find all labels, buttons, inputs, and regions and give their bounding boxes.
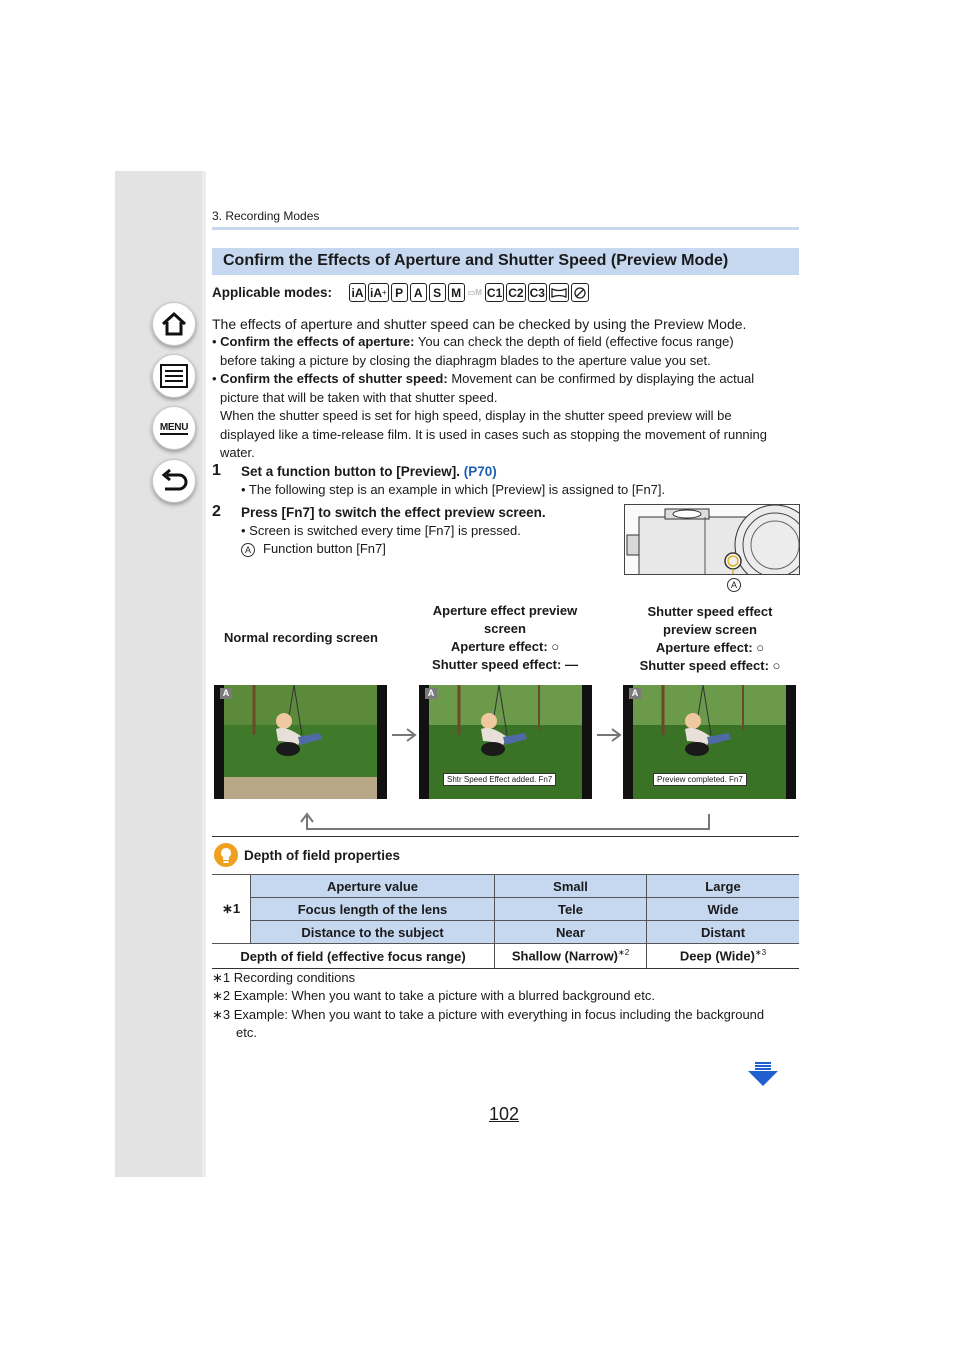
mode-c2-icon: C2 (506, 283, 525, 302)
next-page-arrow-icon[interactable] (747, 1061, 779, 1087)
depth-of-field-table (212, 874, 799, 969)
deep-label: Deep (Wide) (679, 948, 755, 964)
breadcrumb-rule (212, 227, 799, 230)
table-cell: Large (647, 875, 800, 898)
footnote-1: ∗1 Recording conditions (212, 970, 356, 985)
bullet-aperture-bold: Confirm the effects of aperture: (220, 334, 415, 349)
mode-ia-icon: iA (349, 283, 366, 302)
camera-callout-a: A (727, 578, 741, 592)
table-cell (495, 944, 647, 969)
bullet-aperture: • Confirm the effects of aperture: You can check the depth of field (effective focus range) before taking a picture by closing the diaphragm blades to the aperture value you set. (212, 333, 800, 370)
bullet-aperture-line2: before taking a picture by closing the diaphragm blades to the aperture value you set. (220, 352, 711, 368)
footnote-2: ∗2 Example: When you want to take a picture with a blurred background etc. (212, 988, 656, 1003)
back-icon (159, 467, 189, 495)
section-title-bar (212, 248, 799, 275)
caption-normal (212, 629, 390, 647)
mode-movie-icon: ▭M (467, 283, 483, 302)
mode-p-icon: P (391, 283, 408, 302)
caption-shutter-line1: Shutter speed effect (647, 604, 773, 619)
table-cell: Focus length of the lens (251, 898, 495, 921)
screen-aperture-preview (419, 685, 592, 799)
footnote-3-cont: etc. (236, 1025, 257, 1040)
bullet-shutter-line4: displayed like a time-release film. It is used in cases such as stopping the movement of running (220, 426, 767, 442)
footnote-ref-2: ∗2 (618, 948, 630, 958)
tip-title: Depth of field properties (244, 848, 401, 863)
caption-aperture-line2: screen (484, 621, 526, 636)
bullet-shutter-bold: Confirm the effects of shutter speed: (220, 371, 448, 386)
mode-panorama-icon (549, 283, 569, 302)
screen-message: Preview completed. Fn7 (653, 773, 747, 786)
footnote-3: ∗3 Example: When you want to take a picture with everything in focus including the background (212, 1007, 765, 1022)
shallow-label: Shallow (Narrow) (511, 948, 619, 964)
bullet-shutter: • Confirm the effects of shutter speed: Movement can be confirmed by displaying the actual picture that will be taken with that shutter speed. When the shutter speed is set for high speed, display in the shutter speed preview will be displayed like a time-release film. It is used in cases such as stopping the movement of running water. (212, 370, 800, 463)
tip-rule (212, 836, 799, 837)
table-row (212, 898, 799, 921)
camera-illustration (624, 504, 800, 575)
bullet-aperture-line1: You can check the depth of field (effective focus range) (414, 334, 734, 349)
swing-photo-normal (224, 685, 377, 799)
step1-label: Set a function button to [Preview]. (241, 464, 460, 479)
intro-text: The effects of aperture and shutter speed can be checked by using the Preview Mode. (212, 316, 747, 332)
callout-a-marker: A (241, 543, 255, 557)
caption-shutter (620, 603, 800, 675)
conditions-marker: ∗1 (212, 875, 251, 944)
caption-aperture-line4: Shutter speed effect: — (432, 657, 578, 672)
contents-button[interactable] (152, 354, 196, 398)
mode-scene-icon (571, 283, 589, 302)
step1-note: • The following step is an example in which [Preview] is assigned to [Fn7]. (241, 482, 666, 497)
step2-number: 2 (212, 503, 221, 520)
caption-aperture-line1: Aperture effect preview (432, 603, 578, 618)
screen-normal (214, 685, 387, 799)
table-row (212, 944, 799, 969)
mode-c1-icon: C1 (485, 283, 504, 302)
step2-text: Press [Fn7] to switch the effect preview screen. (241, 505, 546, 520)
mode-m-icon: M (448, 283, 465, 302)
mode-s-icon: S (429, 283, 446, 302)
caption-shutter-line3: Aperture effect: ○ (655, 640, 765, 655)
table-cell: Small (495, 875, 647, 898)
back-button[interactable] (152, 459, 196, 503)
lightbulb-icon (214, 843, 238, 867)
caption-shutter-line2: preview screen (663, 622, 757, 637)
screen-message: Shtr Speed Effect added. Fn7 (443, 773, 556, 786)
arrow-right-icon (391, 727, 417, 743)
table-cell (647, 944, 800, 969)
breadcrumb: 3. Recording Modes (212, 209, 320, 223)
mode-ia-plus-icon: iA + (368, 283, 389, 302)
table-row (212, 875, 799, 898)
table-cell: Near (495, 921, 647, 944)
step1-number: 1 (212, 462, 221, 479)
list-icon (159, 363, 189, 389)
mode-badge: A (220, 688, 232, 699)
screen-shutter-preview (623, 685, 796, 799)
table-row (212, 921, 799, 944)
page-number: 102 (489, 1104, 520, 1124)
menu-button[interactable] (152, 406, 196, 450)
step2-note: • Screen is switched every time [Fn7] is pressed. (241, 523, 521, 538)
home-icon (159, 309, 189, 339)
menu-label: MENU (159, 421, 189, 433)
bullet-shutter-line2: picture that will be taken with that shutter speed. (220, 389, 498, 405)
mode-badge: A (425, 688, 437, 699)
table-cell: Distant (647, 921, 800, 944)
caption-normal-line1: Normal recording screen (224, 630, 378, 645)
home-button[interactable] (152, 302, 196, 346)
table-cell: Wide (647, 898, 800, 921)
bullet-shutter-line5: water. (220, 445, 255, 460)
caption-aperture-line3: Aperture effect: ○ (450, 639, 560, 654)
bullet-shutter-line3: When the shutter speed is set for high speed, display in the shutter speed preview will be (220, 408, 732, 423)
footnote-ref-3: ∗3 (754, 948, 767, 958)
bullet-shutter-line1: Movement can be confirmed by displaying the actual (447, 371, 755, 386)
table-cell: Distance to the subject (251, 921, 495, 944)
caption-shutter-line4: Shutter speed effect: ○ (639, 658, 781, 673)
section-title: Confirm the Effects of Aperture and Shutter Speed (Preview Mode) (223, 252, 729, 269)
table-cell: Tele (495, 898, 647, 921)
callout-a-text: Function button [Fn7] (263, 541, 386, 556)
return-arrow-icon (298, 812, 714, 832)
mode-icons (349, 283, 589, 302)
table-cell: Aperture value (251, 875, 495, 898)
step1-text (241, 464, 497, 479)
mode-a-icon: A (410, 283, 427, 302)
step1-page-link[interactable]: (P70) (463, 464, 497, 479)
step2-callout (241, 540, 611, 559)
table-cell: Depth of field (effective focus range) (212, 944, 495, 969)
caption-aperture (415, 602, 595, 674)
mode-badge: A (629, 688, 641, 699)
sidebar-edge (202, 171, 206, 1177)
applicable-modes-label: Applicable modes: (212, 285, 333, 300)
arrow-right-icon (596, 727, 622, 743)
mode-c3-icon: C3 (528, 283, 547, 302)
